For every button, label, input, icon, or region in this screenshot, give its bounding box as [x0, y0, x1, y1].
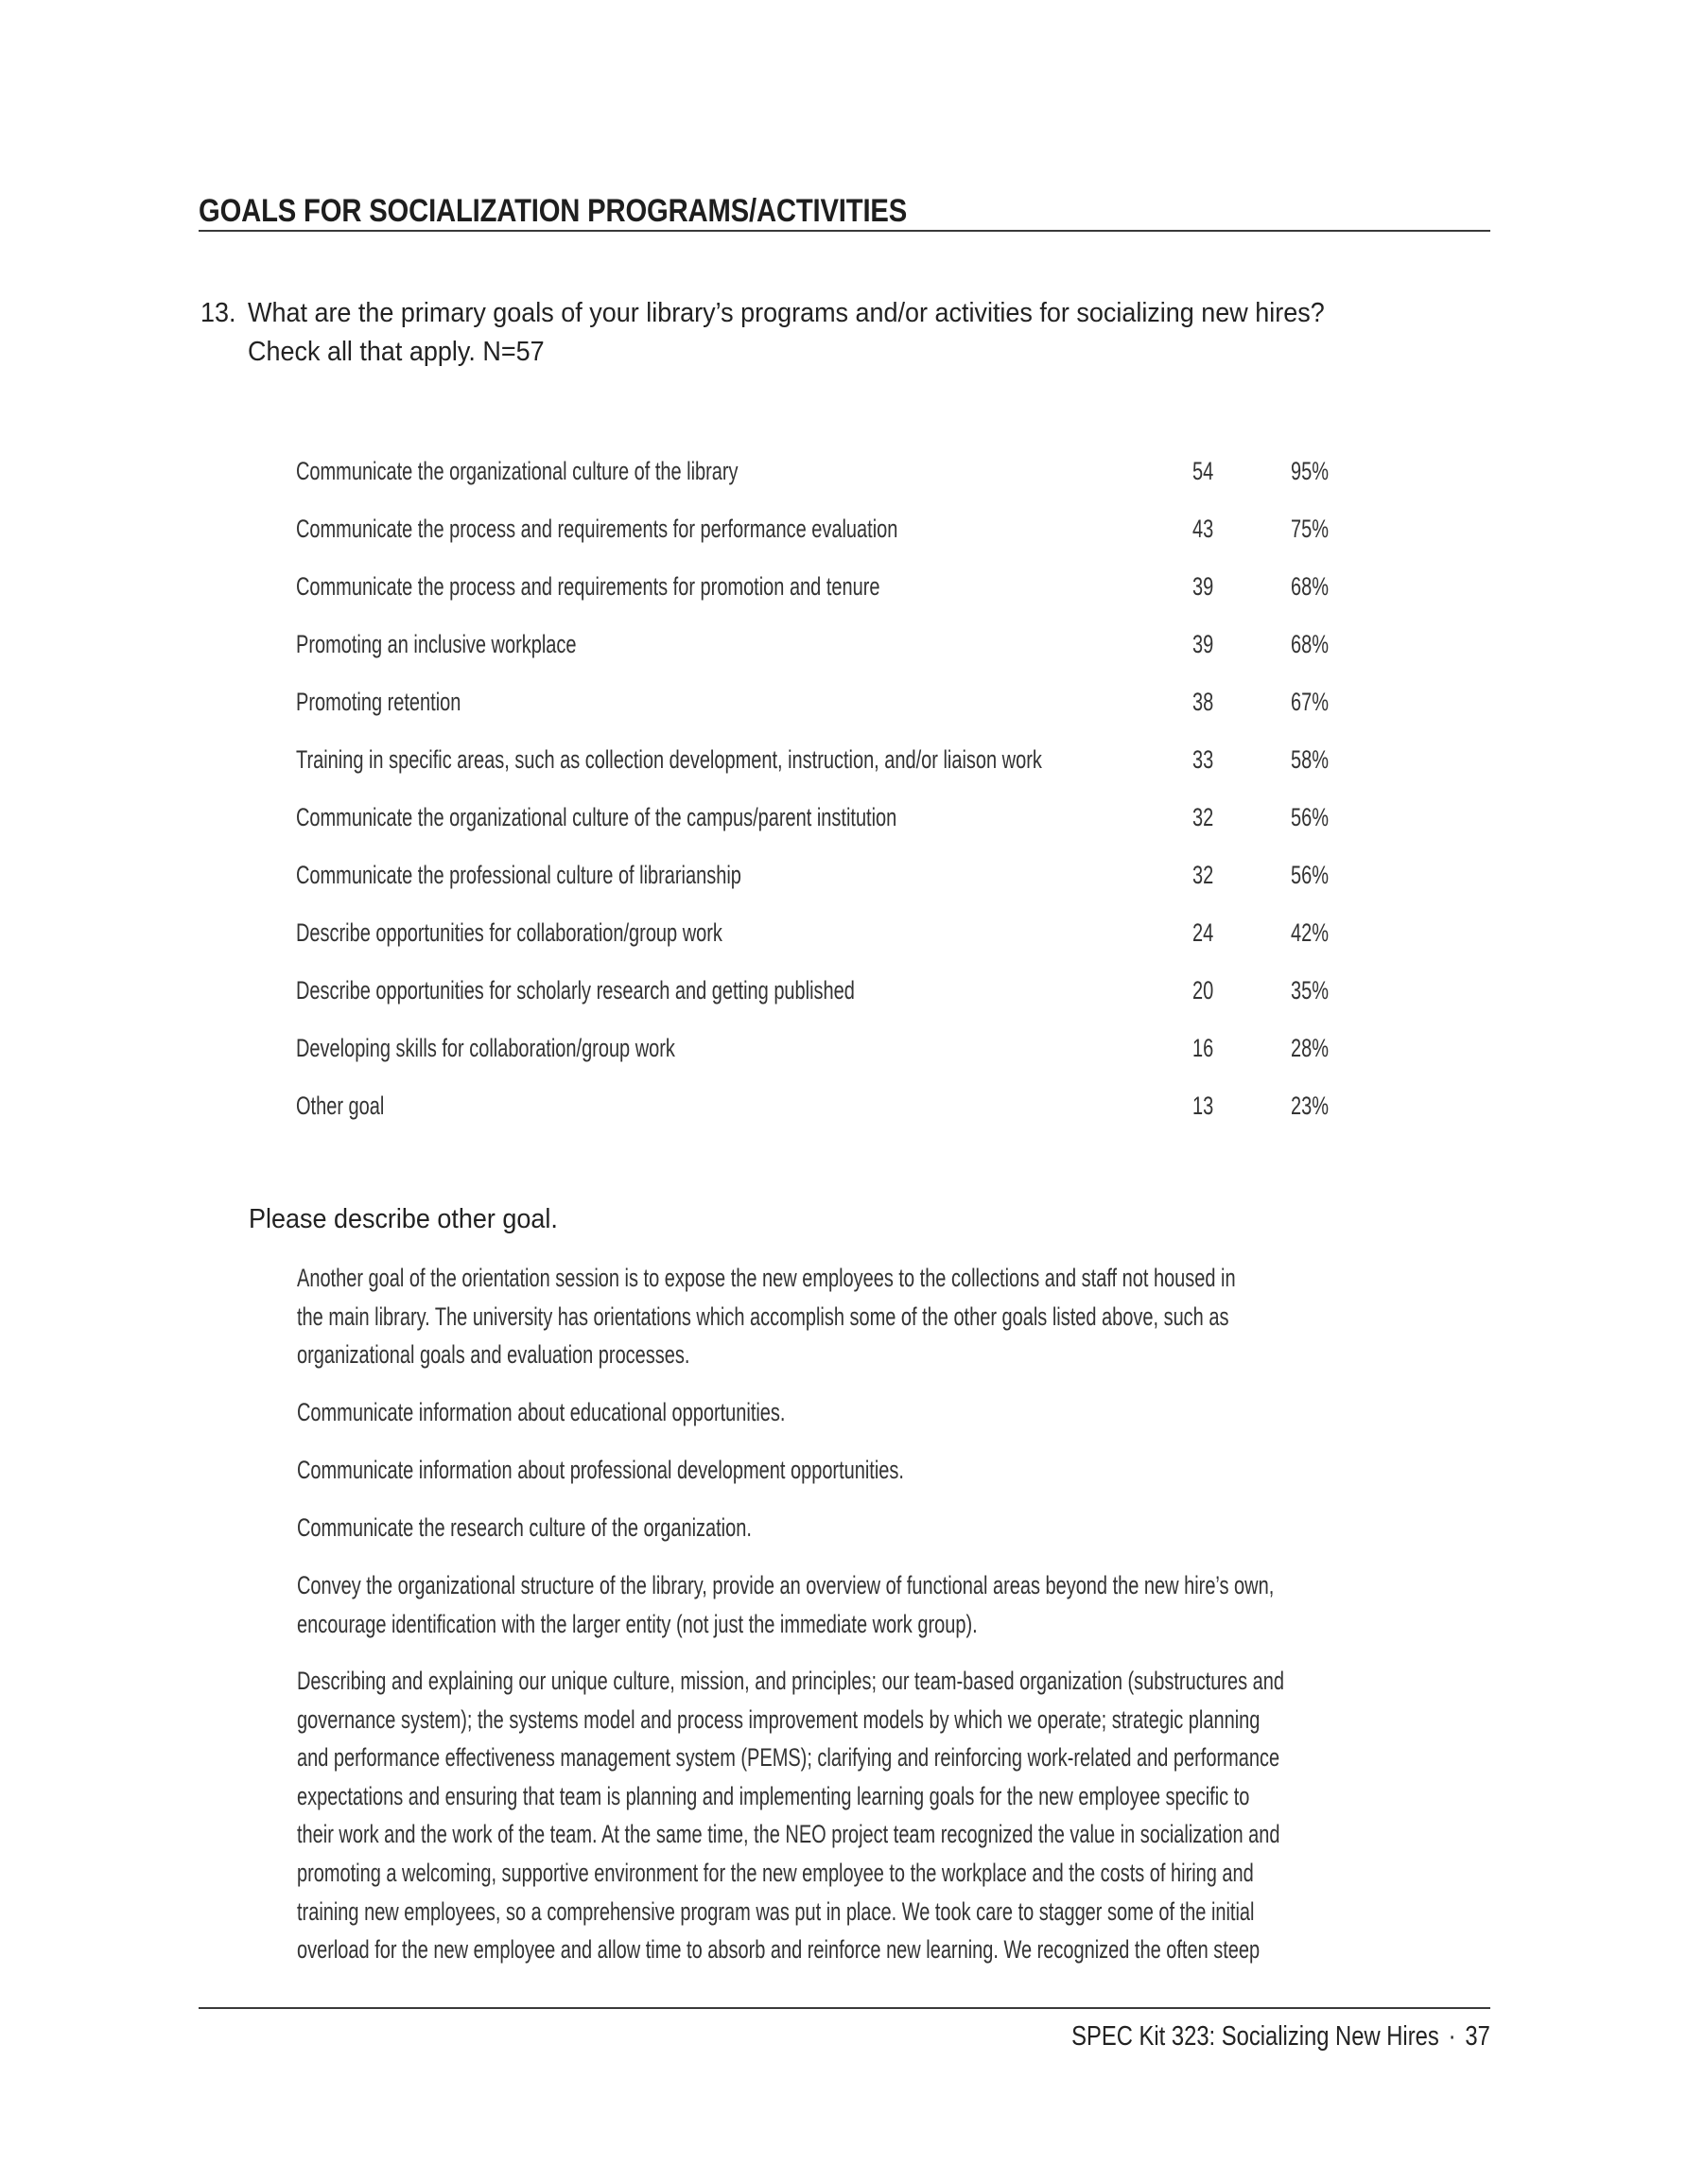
response-line: their work and the work of the team. At the same time, the NEO project team recognized the value in socialization and — [297, 1820, 1280, 1849]
table-row — [0, 630, 1687, 688]
goal-label: Communicate the professional culture of librarianship — [296, 861, 741, 889]
response-line: training new employees, so a comprehensive program was put in place. We took care to stagger some of the initial — [297, 1896, 1255, 1926]
response-line: Communicate information about professional development opportunities. — [297, 1456, 904, 1484]
goal-percent: 68% — [1291, 572, 1329, 601]
table-row — [0, 1092, 1687, 1149]
goal-count: 33 — [1192, 745, 1214, 774]
table-row — [0, 457, 1687, 515]
goal-percent: 58% — [1291, 745, 1329, 774]
describe-other-goal-label: Please describe other goal. — [249, 1204, 558, 1234]
goal-label: Describe opportunities for collaboration/group work — [296, 918, 722, 947]
response-line: promoting a welcoming, supportive environment for the new employee to the workplace and the costs of hiring and — [297, 1858, 1254, 1887]
table-row — [0, 861, 1687, 918]
table-row — [0, 918, 1687, 976]
table-row — [0, 515, 1687, 572]
goal-label: Promoting an inclusive workplace — [296, 630, 577, 658]
goal-label: Other goal — [296, 1092, 385, 1120]
goal-label: Developing skills for collaboration/group work — [296, 1034, 675, 1062]
table-row — [0, 803, 1687, 861]
response-line: Communicate information about educational opportunities. — [297, 1398, 786, 1426]
table-row — [0, 572, 1687, 630]
goal-count: 43 — [1192, 515, 1214, 543]
goal-percent: 56% — [1291, 861, 1329, 889]
footer-rule — [199, 2007, 1490, 2009]
response-paragraph — [297, 1259, 1236, 1374]
goal-count: 54 — [1192, 457, 1214, 485]
goal-percent: 42% — [1291, 918, 1329, 947]
goal-percent: 23% — [1291, 1092, 1329, 1120]
response-line: governance system); the systems model and process improvement models by which we operate; strategic planning — [297, 1704, 1261, 1734]
goal-count: 32 — [1192, 861, 1214, 889]
page-footer — [1071, 2022, 1490, 2051]
heading-rule — [199, 230, 1490, 232]
question-line: What are the primary goals of your library’s programs and/or activities for socializing new hires? — [248, 298, 1325, 328]
goal-count: 13 — [1192, 1092, 1214, 1120]
response-line: Communicate the research culture of the organization. — [297, 1513, 752, 1542]
section-heading: GOALS FOR SOCIALIZATION PROGRAMS/ACTIVITIES — [199, 193, 908, 229]
table-row — [0, 1034, 1687, 1092]
goal-percent: 68% — [1291, 630, 1329, 658]
question-number: 13. — [200, 298, 236, 328]
response-line: organizational goals and evaluation processes. — [297, 1340, 690, 1370]
response-line: expectations and ensuring that team is planning and implementing learning goals for the new employee specific to — [297, 1781, 1250, 1810]
goal-count: 38 — [1192, 688, 1214, 716]
goal-label: Communicate the organizational culture of the library — [296, 457, 739, 485]
response-paragraph — [297, 1451, 904, 1490]
question-line: Check all that apply. N=57 — [248, 337, 545, 367]
goal-count: 20 — [1192, 976, 1214, 1005]
response-line: and performance effectiveness management system (PEMS); clarifying and reinforcing work-related and performance — [297, 1743, 1280, 1773]
response-paragraph — [297, 1393, 785, 1432]
goal-label: Training in specific areas, such as collection development, instruction, and/or liaison work — [296, 745, 1042, 774]
response-paragraph — [297, 1509, 752, 1547]
question-text — [248, 294, 1325, 372]
goal-count: 24 — [1192, 918, 1214, 947]
response-line: encourage identification with the larger entity (not just the immediate work group). — [297, 1609, 978, 1638]
response-line: Another goal of the orientation session is to expose the new employees to the collections and staff not housed in — [297, 1264, 1236, 1292]
goal-count: 32 — [1192, 803, 1214, 831]
table-row — [0, 745, 1687, 803]
goal-percent: 95% — [1291, 457, 1329, 485]
response-line: Convey the organizational structure of the library, provide an overview of functional areas beyond the new hire’s own, — [297, 1571, 1275, 1599]
goal-percent: 35% — [1291, 976, 1329, 1005]
goal-count: 16 — [1192, 1034, 1214, 1062]
goal-label: Describe opportunities for scholarly research and getting published — [296, 976, 855, 1005]
footer-separator: · — [1448, 2021, 1456, 2052]
table-row — [0, 688, 1687, 745]
footer-title: SPEC Kit 323: Socializing New Hires — [1071, 2021, 1439, 2052]
goal-count: 39 — [1192, 572, 1214, 601]
response-line: the main library. The university has orientations which accomplish some of the other goals listed above, such as — [297, 1302, 1229, 1331]
goal-label: Promoting retention — [296, 688, 461, 716]
goal-percent: 75% — [1291, 515, 1329, 543]
goal-label: Communicate the process and requirements for performance evaluation — [296, 515, 898, 543]
goal-percent: 28% — [1291, 1034, 1329, 1062]
goal-percent: 56% — [1291, 803, 1329, 831]
goal-label: Communicate the process and requirements for promotion and tenure — [296, 572, 880, 601]
goal-percent: 67% — [1291, 688, 1329, 716]
page-number: 37 — [1465, 2021, 1490, 2052]
goal-count: 39 — [1192, 630, 1214, 658]
response-paragraph — [297, 1566, 1274, 1643]
response-line: Describing and explaining our unique culture, mission, and principles; our team-based organization (substructures and — [297, 1667, 1284, 1695]
goal-label: Communicate the organizational culture of the campus/parent institution — [296, 803, 897, 831]
response-line: overload for the new employee and allow time to absorb and reinforce new learning. We recognized the often steep — [297, 1935, 1261, 1965]
table-row — [0, 976, 1687, 1034]
response-paragraph — [297, 1662, 1284, 1969]
